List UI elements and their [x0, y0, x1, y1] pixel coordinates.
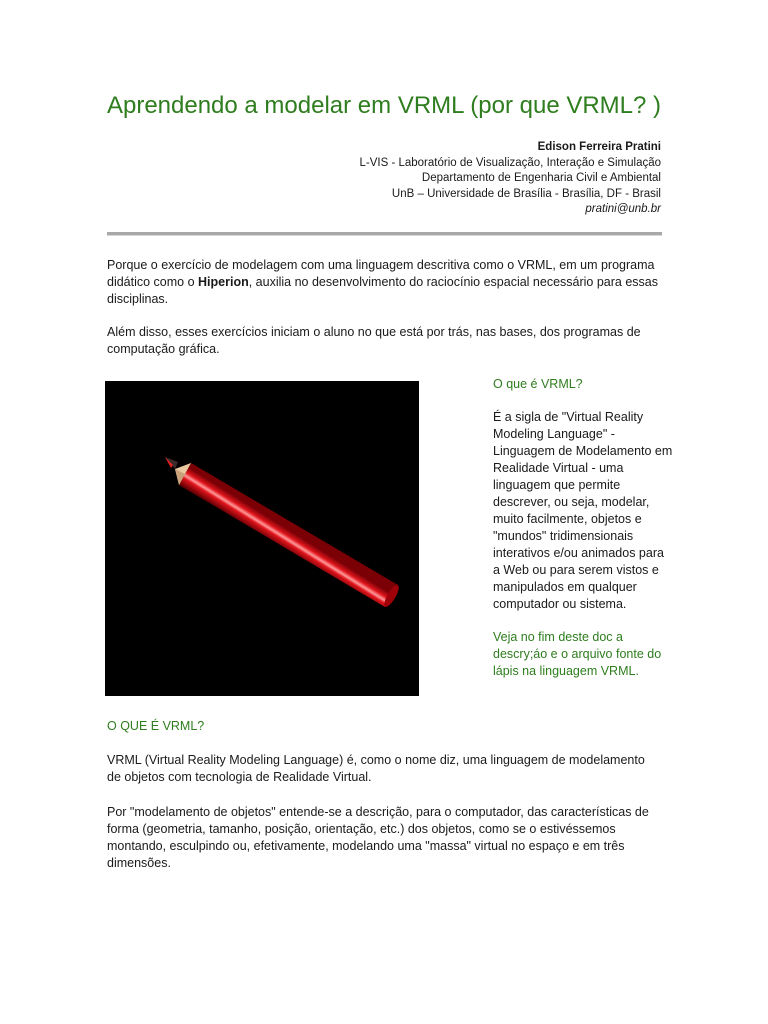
author-block: [359, 140, 661, 218]
header-divider: [107, 232, 662, 236]
page-title: Aprendendo a modelar em VRML (por que VRML? ): [106, 92, 662, 119]
intro-paragraph-2: Além disso, esses exercícios iniciam o aluno no que está por trás, nas bases, dos programas de computação gráfica.: [107, 325, 641, 356]
pencil-figure: [105, 381, 419, 696]
author-affiliation-university: UnB – Universidade de Brasília - Brasília, DF - Brasil: [391, 187, 661, 200]
section-paragraph-2: Por "modelamento de objetos" entende-se a descrição, para o computador, das características de forma (geometria, tamanho, posição, orientação, etc.) dos objetos, como se o estivéssemos montando, esculpindo ou, efetivamente, modelando uma "massa" virtual no espaço e em três dimensões.: [107, 805, 649, 870]
intro-p1-end: , auxilia no desenvolvimento do raciocínio espacial necessário para essas disciplinas.: [107, 275, 658, 306]
author-email: pratini@unb.br: [585, 203, 661, 215]
vrml-sidebar: [493, 376, 673, 680]
intro-paragraph-1: [107, 257, 662, 308]
intro-p1-start: Porque o exercício de modelagem com uma linguagem descritiva como o VRML, em um programa didático como o: [107, 258, 655, 289]
sidebar-heading: O que é VRML?: [493, 377, 583, 391]
sidebar-definition: É a sigla de "Virtual Reality Modeling Language" - Linguagem de Modelamento em Realidade Virtual - uma linguagem que permite descrever, ou seja, modelar, muito facilmente, objetos e "mundos" tridimensionais interativos e/ou animados para a Web ou para serem vistos e manipulados em qualquer computador ou sistema.: [493, 410, 673, 611]
section-paragraph-1: VRML (Virtual Reality Modeling Language) é, como o nome diz, uma linguagem de modelamento de objetos com tecnologia de Realidade Virtual.: [107, 753, 645, 784]
author-affiliation-department: Departamento de Engenharia Civil e Ambiental: [421, 172, 661, 184]
pencil-render-image: [105, 381, 419, 696]
author-name: Edison Ferreira Pratini: [537, 141, 661, 153]
section-heading: O QUE É VRML?: [107, 719, 205, 733]
sidebar-note: Veja no fim deste doc a descry;áo e o arquivo fonte do lápis na linguagem VRML.: [493, 630, 662, 678]
hiperion-term: Hiperion: [198, 275, 249, 289]
author-affiliation-lab: L-VIS - Laboratório de Visualização, Interação e Simulação: [359, 156, 661, 169]
pencil-shape: [165, 457, 401, 609]
